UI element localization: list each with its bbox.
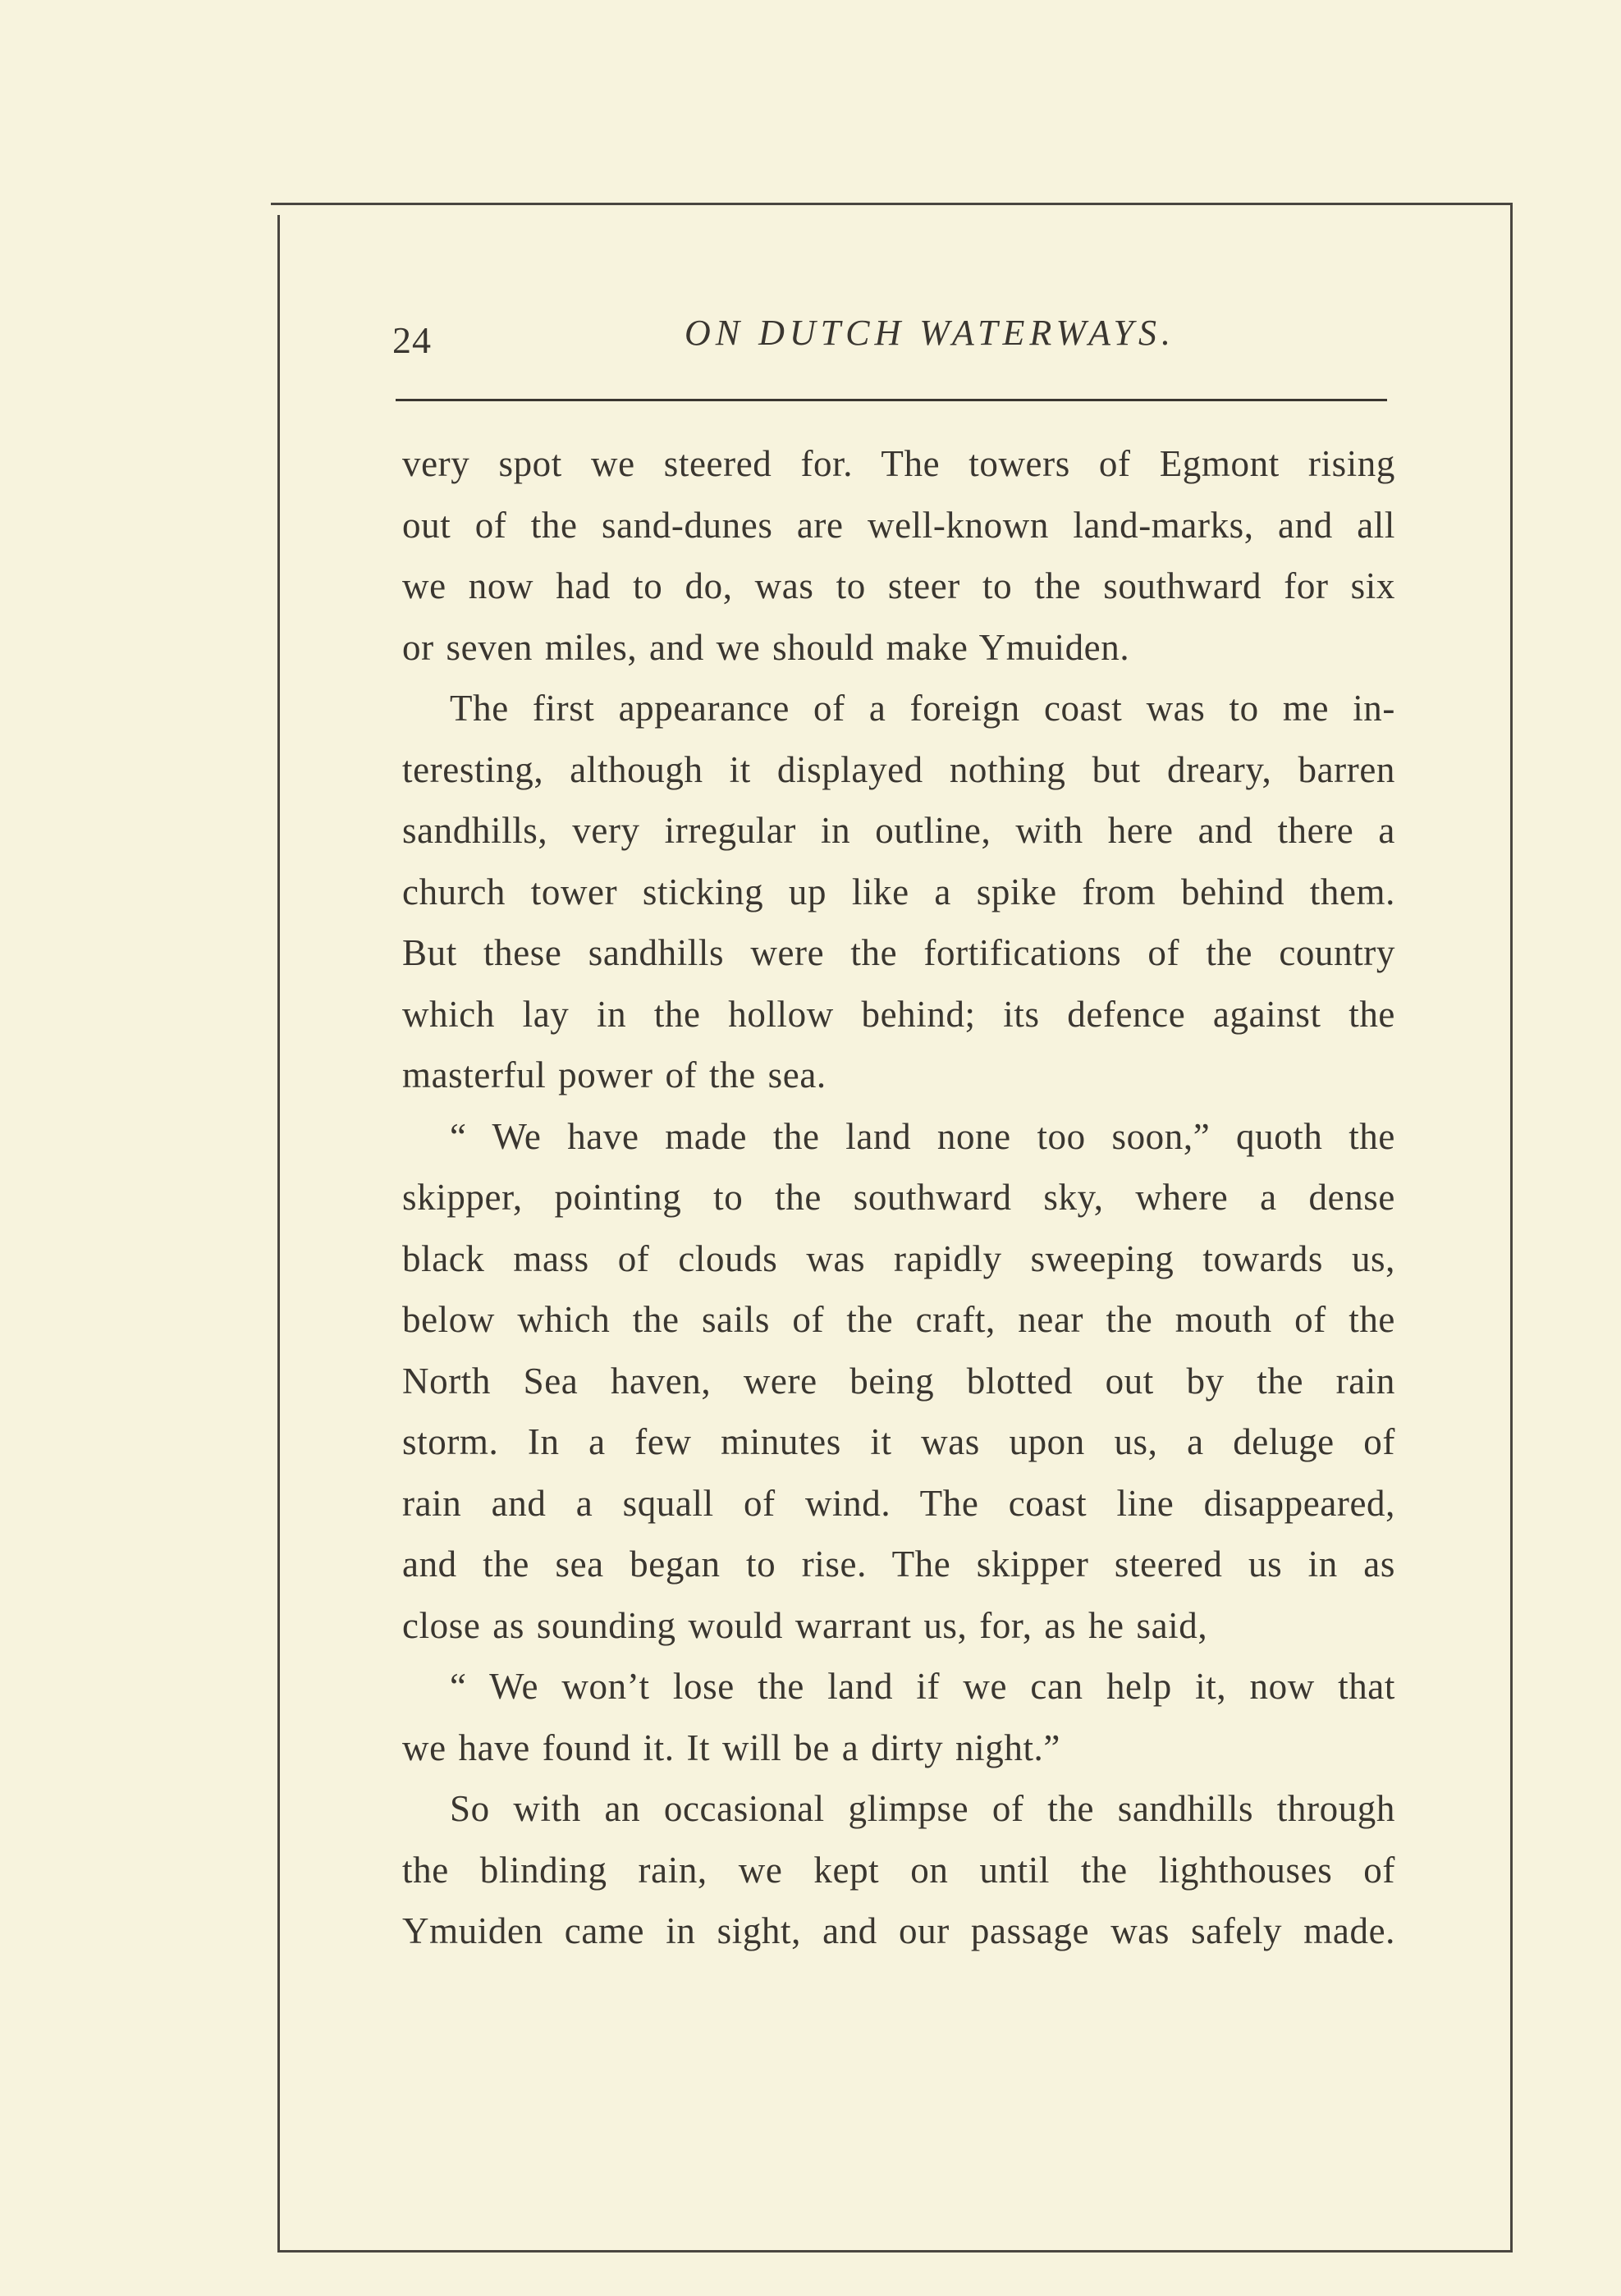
text-line: “ We won’t lose the land if we can help it, now that [450,1666,1395,1707]
paragraph [402,1778,1395,1962]
page-frame-top-rule [271,203,1512,205]
text-line: North Sea haven, were being blotted out by the rain [402,1360,1395,1402]
text-line: black mass of clouds was rapidly sweeping towards us, [402,1237,1395,1279]
text-line: and the sea began to rise. The skipper steered us in as [402,1544,1395,1585]
text-line: close as sounding would warrant us, for, as he said, [402,1604,1208,1646]
text-line: the blinding rain, we kept on until the lighthouses of [402,1849,1395,1891]
text-line: skipper, pointing to the southward sky, where a dense [402,1177,1395,1218]
text-line: masterful power of the sea. [402,1054,827,1095]
running-title: ON DUTCH WATERWAYS. [684,313,1176,353]
paragraph [402,1656,1395,1778]
page-frame-right-rule [1510,203,1513,2250]
text-line: sandhills, very irregular in outline, with here and there a [402,810,1395,851]
header-rule [396,399,1387,401]
text-line: teresting, although it displayed nothing but dreary, barren [402,748,1395,790]
text-line: out of the sand-dunes are well-known land-marks, and all [402,504,1395,546]
text-line: rain and a squall of wind. The coast line disappeared, [402,1482,1395,1524]
paragraph [402,678,1395,1106]
text-line: But these sandhills were the fortifications of the country [402,932,1395,973]
page-number: 24 [392,319,432,361]
text-line: we now had to do, was to steer to the southward for six [402,565,1395,606]
text-line: The first appearance of a foreign coast was to me in- [450,688,1395,729]
paragraph [402,433,1395,678]
text-line: Ymuiden came in sight, and our passage was safely made. [402,1910,1395,1951]
text-line: very spot we steered for. The towers of Egmont rising [402,443,1395,484]
page-header [392,312,1402,369]
page-frame-bottom-rule [277,2250,1513,2253]
text-line: church tower sticking up like a spike from behind them. [402,871,1395,912]
text-line: we have found it. It will be a dirty night.” [402,1727,1060,1768]
text-line: or seven miles, and we should make Ymuiden. [402,626,1130,668]
paragraph [402,1106,1395,1657]
page-frame-left-rule [277,215,280,2250]
text-line: “ We have made the land none too soon,” quoth the [450,1115,1395,1157]
text-line: below which the sails of the craft, near the mouth of the [402,1299,1395,1340]
text-line: which lay in the hollow behind; its defence against the [402,993,1395,1035]
body-text [402,433,1395,1962]
text-line: storm. In a few minutes it was upon us, a deluge of [402,1421,1395,1462]
text-line: So with an occasional glimpse of the sandhills through [450,1788,1395,1829]
